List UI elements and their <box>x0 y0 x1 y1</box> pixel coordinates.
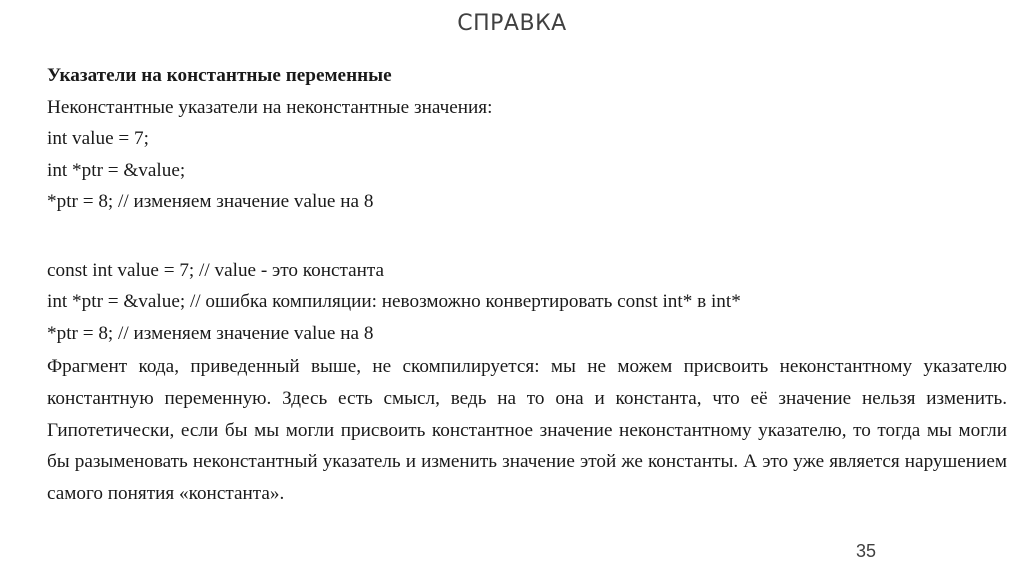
spacer <box>47 218 1007 255</box>
code-line: int value = 7; <box>47 128 149 149</box>
code-line: const int value = 7; // value - это константа <box>47 259 385 281</box>
section-subheading: Неконстантные указатели на неконстантные значения: <box>47 96 493 118</box>
page-number: 35 <box>856 541 877 561</box>
code-line: int *ptr = &value; <box>47 159 186 181</box>
code-block-2 <box>47 255 1007 350</box>
code-line: *ptr = 8; // изменяем значение value на 8 <box>47 191 374 212</box>
code-line: *ptr = 8; // изменяем значение value на 8 <box>47 322 374 344</box>
code-line: int *ptr = &value; // ошибка компиляции: невозможно конвертировать const int* в int* <box>47 291 741 312</box>
code-block-1 <box>47 123 1007 218</box>
explanation-paragraph: Фрагмент кода, приведенный выше, не скомпилируется: мы не можем присвоить неконстантному указателю константную переменную. Здесь есть смысл, ведь на то она и константа, что её значение нельзя изменить. Гипотетически, если бы мы могли присвоить константное значение неконстантному указателю, то тогда мы могли бы разыменовать неконстантный указатель и изменить значение этой же константы. А это уже является нарушением самого понятия «константа». <box>47 356 1007 505</box>
section-heading: Указатели на константные переменные <box>47 65 392 86</box>
slide-title: СПРАВКА <box>457 11 567 36</box>
slide-content <box>47 60 1007 510</box>
